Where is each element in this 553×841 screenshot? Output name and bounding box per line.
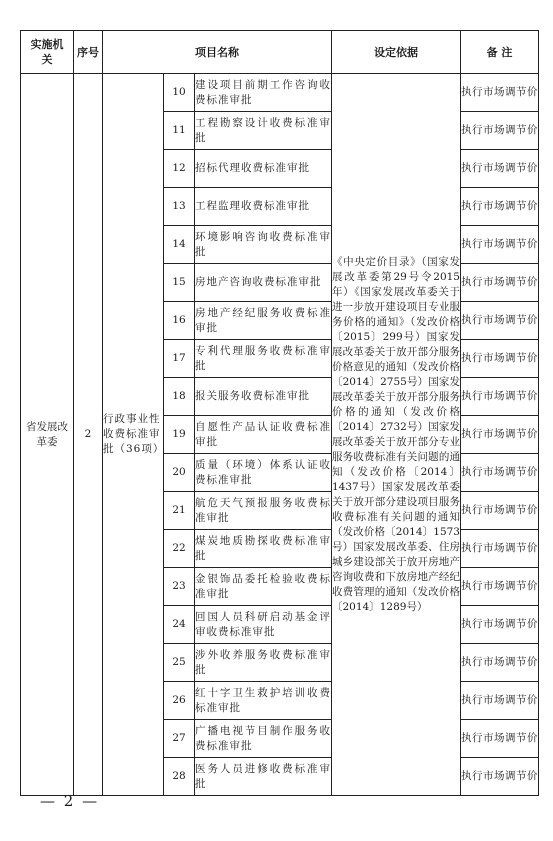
item-number: 13: [164, 188, 195, 226]
item-note: 执行市场调节价: [461, 150, 539, 188]
item-number: 11: [164, 112, 195, 150]
item-name: 专利代理服务收费标准审批: [195, 340, 332, 378]
item-note: 执行市场调节价: [461, 530, 539, 568]
item-number: 23: [164, 568, 195, 606]
item-name: 广播电视节目制作服务收费标准审批: [195, 720, 332, 758]
item-note: 执行市场调节价: [461, 264, 539, 302]
header-seq: 序号: [74, 31, 103, 74]
item-name: 房地产经纪服务收费标准审批: [195, 302, 332, 340]
item-name: 航危天气预报服务收费标准审批: [195, 492, 332, 530]
item-number: 26: [164, 682, 195, 720]
item-number: 27: [164, 720, 195, 758]
agency-cell: 省发展改革委: [21, 74, 74, 796]
header-remarks: 备 注: [461, 31, 539, 74]
item-name: 涉外收养服务收费标准审批: [195, 644, 332, 682]
item-note: 执行市场调节价: [461, 378, 539, 416]
header-basis: 设定依据: [332, 31, 461, 74]
item-name: 质量（环境）体系认证收费标准审批: [195, 454, 332, 492]
item-name: 工程监理收费标准审批: [195, 188, 332, 226]
item-note: 执行市场调节价: [461, 302, 539, 340]
item-number: 25: [164, 644, 195, 682]
item-number: 24: [164, 606, 195, 644]
item-note: 执行市场调节价: [461, 112, 539, 150]
item-note: 执行市场调节价: [461, 226, 539, 264]
item-number: 18: [164, 378, 195, 416]
item-number: 21: [164, 492, 195, 530]
item-note: 执行市场调节价: [461, 454, 539, 492]
item-number: 22: [164, 530, 195, 568]
item-note: 执行市场调节价: [461, 568, 539, 606]
table-body: [21, 74, 539, 796]
item-note: 执行市场调节价: [461, 758, 539, 796]
item-number: 20: [164, 454, 195, 492]
seq-cell: 2: [74, 74, 103, 796]
item-note: 执行市场调节价: [461, 720, 539, 758]
item-name: 自愿性产品认证收费标准审批: [195, 416, 332, 454]
item-number: 17: [164, 340, 195, 378]
item-number: 10: [164, 74, 195, 112]
item-note: 执行市场调节价: [461, 644, 539, 682]
item-number: 28: [164, 758, 195, 796]
item-name: 医务人员进修收费标准审批: [195, 758, 332, 796]
item-name: 煤炭地质勘探收费标准审批: [195, 530, 332, 568]
item-name: 回国人员科研启动基金评审收费标准审批: [195, 606, 332, 644]
header-row: [21, 31, 539, 74]
table-row: [21, 74, 539, 112]
item-note: 执行市场调节价: [461, 340, 539, 378]
item-name: 招标代理收费标准审批: [195, 150, 332, 188]
item-number: 14: [164, 226, 195, 264]
item-note: 执行市场调节价: [461, 492, 539, 530]
item-number: 16: [164, 302, 195, 340]
item-number: 19: [164, 416, 195, 454]
item-name: 报关服务收费标准审批: [195, 378, 332, 416]
header-agency: 实施机关: [21, 31, 74, 74]
item-note: 执行市场调节价: [461, 606, 539, 644]
fee-approval-table: [20, 30, 539, 796]
category-cell: 行政事业性收费标准审批（36项）: [103, 74, 164, 796]
item-name: 工程勘察设计收费标准审批: [195, 112, 332, 150]
item-note: 执行市场调节价: [461, 682, 539, 720]
item-note: 执行市场调节价: [461, 74, 539, 112]
item-number: 15: [164, 264, 195, 302]
item-name: 红十字卫生救护培训收费标准审批: [195, 682, 332, 720]
basis-cell: 《中央定价目录》（国家发展改革委第29号令2015年）《国家发展改革委关于进一步放开建设项目专业服务价格的通知》（发改价格〔2015〕299号）国家发展改革委关于放开部分服务价格意见的通知（发改价格〔2014〕2755号）国家发展改革委关于放开部分服务价格的通知（发改价格〔2014〕2732号）国家发展改革委关于放开部分专业服务收费标准有关问题的通知（发改价格〔2014〕1437号）国家发展改革委关于放开部分建设项目服务收费标准有关问题的通知（发改价格〔2014〕1573号）国家发展改革委、住房城乡建设部关于放开房地产咨询收费和下放房地产经纪收费管理的通知（发改价格〔2014〕1289号）: [332, 74, 461, 796]
page-number: — 2 —: [40, 792, 100, 810]
item-name: 环境影响咨询收费标准审批: [195, 226, 332, 264]
item-number: 12: [164, 150, 195, 188]
header-item-name: 项目名称: [103, 31, 332, 74]
item-name: 金银饰品委托检验收费标准审批: [195, 568, 332, 606]
item-name: 房地产咨询收费标准审批: [195, 264, 332, 302]
item-note: 执行市场调节价: [461, 416, 539, 454]
item-note: 执行市场调节价: [461, 188, 539, 226]
item-name: 建设项目前期工作咨询收费标准审批: [195, 74, 332, 112]
